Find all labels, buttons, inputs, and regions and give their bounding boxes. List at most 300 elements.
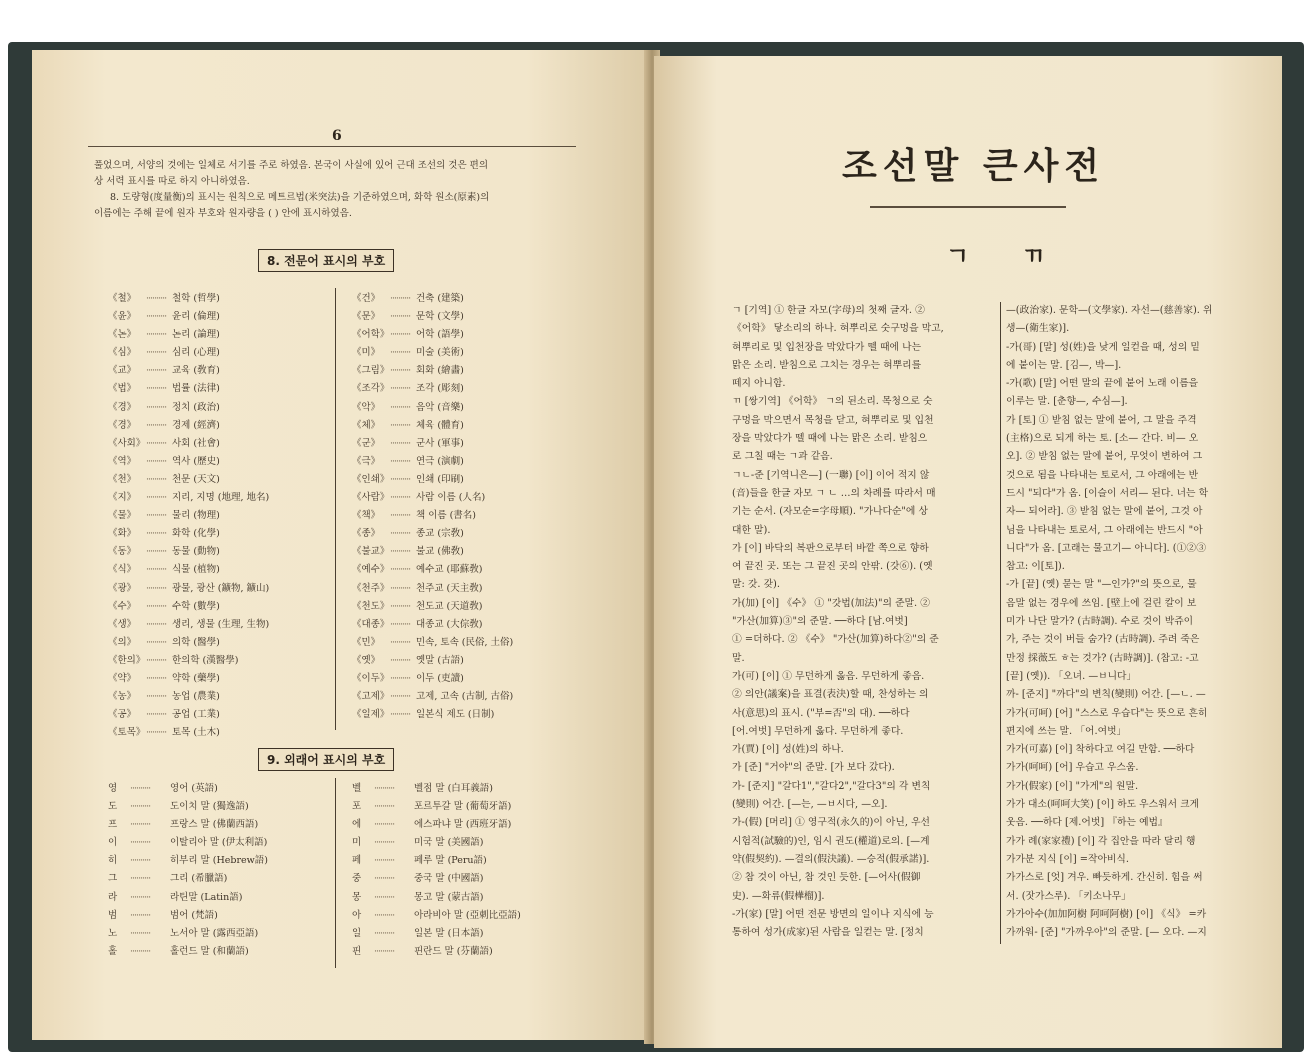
abbreviation-row [108, 816, 328, 834]
dot-leader: ·········· [390, 293, 411, 304]
abbreviation-row [352, 399, 582, 417]
abbreviation-row [352, 616, 582, 634]
abbreviation-row [352, 507, 582, 525]
dot-leader: ·········· [146, 618, 167, 630]
dictionary-line: 니다"가 옴. [고래는 물고기— 아니다]. (①②③ [1006, 542, 1206, 554]
dot-leader: ·········· [146, 727, 167, 739]
abbreviation-meaning: 고제, 고속 (古制, 古俗) [416, 691, 514, 703]
dot-leader: ·········· [130, 837, 151, 849]
dot-leader: ·········· [390, 510, 411, 522]
abbreviation-code: 히 [108, 855, 118, 867]
abbreviation-meaning: 약학 (藥學) [172, 672, 220, 684]
abbreviation-row [108, 471, 328, 489]
abbreviation-row [352, 326, 582, 344]
dictionary-line: 가 [이] 바닥의 복판으로부터 바깥 쪽으로 향하 [732, 542, 929, 554]
dot-leader: ·········· [390, 329, 411, 341]
abbreviation-code: 일 [352, 927, 362, 939]
dictionary-line: 가가(假家) [이] "가게"의 원말. [1006, 780, 1139, 792]
abbreviation-meaning: 논리 (論理) [172, 329, 220, 341]
dot-leader: ·········· [390, 672, 411, 684]
right-page [654, 56, 1282, 1048]
dictionary-line: 가(賈) [이] 성(姓)의 하나. [732, 744, 844, 756]
abbreviation-meaning: 철학 (哲學) [172, 293, 220, 304]
dictionary-line: 가(可) [이] ① 무던하게 옳음. 무던하게 좋음. [732, 670, 925, 682]
abbreviation-row [108, 580, 328, 598]
abbreviation-code: 노 [108, 927, 118, 939]
abbreviation-row [108, 380, 328, 398]
dot-leader: ·········· [390, 546, 411, 558]
abbreviation-meaning: 범어 (梵語) [170, 909, 218, 921]
abbreviation-code: 《극》 [352, 455, 381, 467]
abbreviation-row [108, 435, 328, 453]
dictionary-line: 떼지 아니함. [732, 378, 786, 390]
dictionary-line: 가가분 지식 [이] =작아비식. [1006, 853, 1129, 865]
abbreviation-code: 《체》 [352, 419, 381, 431]
dot-leader: ·········· [374, 837, 395, 849]
abbreviation-row [352, 907, 582, 925]
dictionary-line: "가산(加算)③"의 준말. ──하다 [남.여벗] [732, 616, 908, 628]
abbreviation-row [108, 598, 328, 616]
abbreviation-meaning: 생리, 생물 (生理, 生物) [172, 618, 270, 630]
dot-leader: ·········· [146, 546, 167, 558]
abbreviation-code: 《천주》 [352, 582, 390, 594]
abbreviation-row [108, 344, 328, 362]
dot-leader: ·········· [390, 564, 411, 576]
dictionary-line: 史). —화류(假樺榴)]. [732, 890, 825, 902]
column-divider [1000, 302, 1001, 944]
dictionary-line: 가까워- [준] "가까우아"의 준말. [— 오다. —지 [1006, 927, 1207, 939]
abbreviation-code: 《농》 [108, 691, 137, 703]
abbreviation-row [352, 290, 582, 308]
abbreviation-row [352, 925, 582, 943]
dot-leader: ·········· [374, 873, 395, 885]
abbreviation-code: 《미》 [352, 347, 381, 359]
abbreviation-meaning: 도이치 말 (獨逸語) [170, 801, 249, 813]
dot-leader: ·········· [146, 492, 167, 504]
abbreviation-code: 《악》 [352, 401, 381, 413]
dictionary-line: 님을 나타내는 토로서, 그 아래에는 반드시 "아 [1006, 524, 1203, 536]
abbreviation-meaning: 불교 (佛敎) [416, 546, 464, 558]
abbreviation-meaning: 사회 (社會) [172, 437, 220, 449]
abbreviation-meaning: 정치 (政治) [172, 401, 220, 413]
abbreviation-code: 《화》 [108, 528, 137, 540]
abbreviation-code: 《한의》 [108, 654, 146, 666]
abbreviation-code: 《심》 [108, 347, 137, 359]
abbreviation-row [352, 362, 582, 380]
dictionary-line: 가가 대소(呵呵大笑) [이] 하도 우스워서 크게 [1006, 799, 1200, 811]
abbreviation-meaning: 군사 (軍事) [416, 437, 464, 449]
dot-leader: ·········· [146, 293, 167, 304]
abbreviation-row [108, 290, 328, 308]
abbreviation-row [108, 326, 328, 344]
dictionary-line: 기는 순서. (자모순=字母順). "가나다순"에 상 [732, 506, 928, 518]
abbreviation-code: 《어학》 [352, 329, 390, 341]
abbreviation-code: 《생》 [108, 618, 137, 630]
section-9-left-list [108, 780, 328, 961]
dot-leader: ·········· [130, 909, 151, 921]
abbreviation-code: 중 [352, 873, 362, 885]
dictionary-line: 미가 나단 말가? (古時調). 수로 것이 박쥬이 [1006, 616, 1194, 628]
abbreviation-row [352, 706, 582, 724]
dictionary-line: ㄱㄴ-준 [기역니은—] (一聯) [이] 이어 적지 않 [732, 469, 930, 481]
abbreviation-meaning: 포르투갈 말 (葡萄牙語) [414, 801, 512, 813]
page-number: 6 [332, 128, 342, 144]
abbreviation-row [108, 399, 328, 417]
abbreviation-row [108, 489, 328, 507]
abbreviation-meaning: 종교 (宗敎) [416, 528, 464, 540]
abbreviation-code: 《약》 [108, 672, 137, 684]
abbreviation-row [352, 688, 582, 706]
abbreviation-meaning: 물리 (物理) [172, 510, 220, 522]
abbreviation-meaning: 인쇄 (印刷) [416, 473, 464, 485]
dot-leader: ·········· [146, 419, 167, 431]
abbreviation-row [108, 852, 328, 870]
abbreviation-code: 《천》 [108, 473, 137, 485]
dot-leader: ·········· [390, 618, 411, 630]
dot-leader: ·········· [146, 437, 167, 449]
abbreviation-meaning: 홀런드 말 (和蘭語) [170, 945, 249, 957]
dictionary-line: [끝] (옛)). 「오녀. —ㅂ니다」 [1006, 670, 1137, 682]
dictionary-title: 조선말 큰사전 [842, 146, 1106, 187]
abbreviation-meaning: 천주교 (天主敎) [416, 582, 483, 594]
dot-leader: ·········· [374, 855, 395, 867]
abbreviation-row [108, 652, 328, 670]
dot-leader: ·········· [390, 401, 411, 413]
dot-leader: ·········· [146, 709, 167, 721]
abbreviation-row [352, 889, 582, 907]
abbreviation-row [108, 543, 328, 561]
dictionary-line: 생—(衛生家)]. [1006, 323, 1070, 335]
abbreviation-meaning: 광물, 광산 (鑛物, 鑛山) [172, 582, 270, 594]
abbreviation-code: 《경》 [108, 419, 137, 431]
abbreviation-meaning: 이탈리아 말 (伊太利語) [170, 837, 268, 849]
abbreviation-code: 《광》 [108, 582, 137, 594]
section-9-title: 9. 외래어 표시의 부호 [258, 748, 394, 771]
open-book [4, 42, 1306, 1052]
abbreviation-meaning: 프랑스 말 (佛蘭西語) [170, 819, 259, 831]
abbreviation-row [108, 507, 328, 525]
abbreviation-code: 《물》 [108, 510, 137, 522]
dictionary-line: ① =더하다. ② 《수》 "가산(加算)하다②"의 준 [732, 634, 939, 646]
abbreviation-meaning: 음악 (音樂) [416, 401, 464, 413]
section-8-title: 8. 전문어 표시의 부호 [258, 249, 394, 272]
abbreviation-code: 그 [108, 873, 118, 885]
dictionary-line: 가가(呵呵) [어] 우습고 우스움. [1006, 762, 1139, 774]
abbreviation-row [352, 471, 582, 489]
abbreviation-row [108, 798, 328, 816]
dot-leader: ·········· [130, 891, 151, 903]
abbreviation-row [108, 670, 328, 688]
abbreviation-row [352, 543, 582, 561]
abbreviation-row [108, 706, 328, 724]
dictionary-line: -가(哥) [말] 성(姓)을 낮게 일컫을 때, 성의 밑 [1006, 341, 1200, 353]
dictionary-line: 이루는 말. [춘향—, 수심—]. [1006, 396, 1128, 408]
abbreviation-meaning: 예수교 (耶蘇敎) [416, 564, 483, 576]
abbreviation-code: 에 [352, 819, 362, 831]
abbreviation-row [108, 925, 328, 943]
abbreviation-row [108, 525, 328, 543]
abbreviation-code: 《동》 [108, 546, 137, 558]
dictionary-line: 것으로 됨을 나타내는 토로서, 그 아래에는 반 [1006, 469, 1199, 481]
dictionary-line: 가-(假) [머리] ① 영구적(永久的)이 아닌, 우선 [732, 817, 931, 829]
abbreviation-code: 《공》 [108, 709, 137, 721]
dictionary-line: 시험적(試驗的)인, 임시 권도(權道)로의. [—계 [732, 835, 930, 847]
abbreviation-meaning: 지리, 지명 (地理, 地名) [172, 492, 270, 504]
abbreviation-row [108, 308, 328, 326]
dot-leader: ·········· [146, 329, 167, 341]
dot-leader: ·········· [390, 691, 411, 703]
dot-leader: ·········· [390, 709, 411, 721]
dictionary-line: 자— 되어라]. ③ 받침 없는 말에 붙어, 그것 아 [1006, 506, 1203, 518]
dictionary-line: 《어학》 닿소리의 하나. 혀뿌리로 숫구멍을 막고, [732, 323, 944, 335]
abbreviation-meaning: 역사 (歷史) [172, 455, 220, 467]
abbreviation-code: 《불교》 [352, 546, 390, 558]
dictionary-line: 통하여 성가(成家)된 사람을 일컫는 말. [정치 [732, 927, 924, 939]
abbreviation-meaning: 아라비아 말 (亞刺比亞語) [414, 909, 521, 921]
dot-leader: ·········· [146, 473, 167, 485]
abbreviation-code: 포 [352, 801, 362, 813]
abbreviation-meaning: 연극 (演劇) [416, 455, 464, 467]
dictionary-line: 오]. ② 받침 없는 말에 붙어, 무엇이 변하여 그 [1006, 451, 1203, 463]
abbreviation-row [352, 652, 582, 670]
abbreviation-row [352, 417, 582, 435]
dictionary-line: 편지에 쓰는 말. 「어.여벗」 [1006, 725, 1127, 737]
dictionary-line: 여 끝진 곳. 또는 그 끝진 곳의 안팎. (갓⑥). (옛 [732, 561, 933, 573]
abbreviation-row [108, 616, 328, 634]
abbreviation-row [352, 580, 582, 598]
dictionary-line: 말. [732, 652, 745, 664]
dot-leader: ·········· [130, 873, 151, 885]
abbreviation-code: 몽 [352, 891, 362, 903]
dot-leader: ·········· [390, 636, 411, 648]
abbreviation-meaning: 책 이름 (書名) [416, 510, 476, 522]
abbreviation-code: 영 [108, 783, 118, 794]
abbreviation-row [352, 561, 582, 579]
abbreviation-code: 《옛》 [352, 654, 381, 666]
dictionary-line: 가(加) [이] 《수》 ① "갓법(加法)"의 준말. ② [732, 597, 931, 609]
dictionary-line: 까- [준지] "까다"의 변칙(變則) 어간. [—ㄴ. — [1006, 689, 1206, 701]
abbreviation-meaning: 라틴말 (Latin語) [170, 891, 243, 903]
abbreviation-row [108, 362, 328, 380]
dot-leader: ·········· [390, 582, 411, 594]
abbreviation-meaning: 벨점 말 (白耳義語) [414, 783, 493, 794]
dictionary-line: 로 그칠 때는 ㄱ과 같음. [732, 451, 833, 463]
dot-leader: ·········· [146, 510, 167, 522]
abbreviation-code: 《그림》 [352, 365, 390, 377]
dictionary-line: ㄲ [쌍기역] 《어학》 ㄱ의 된소리. 목청으로 숫 [732, 396, 933, 408]
abbreviation-code: 《논》 [108, 329, 137, 341]
dictionary-line: [어.여벗] 무던하게 옳다. 무던하게 좋다. [732, 725, 904, 737]
column-divider [335, 288, 336, 730]
dot-leader: ·········· [146, 383, 167, 395]
abbreviation-meaning: 페루 말 (Peru語) [414, 855, 487, 867]
abbreviation-meaning: 의학 (醫學) [172, 636, 220, 648]
abbreviation-row [108, 834, 328, 852]
dot-leader: ·········· [146, 528, 167, 540]
dot-leader: ·········· [390, 347, 411, 359]
dot-leader: ·········· [130, 945, 151, 957]
dictionary-line: 가, 주는 것이 버들 숨가? (古時調). 주려 죽은 [1006, 634, 1200, 646]
intro-line: 이름에는 주해 끝에 원자 부호와 원자량을 ( ) 안에 표시하였음. [94, 208, 352, 219]
abbreviation-code: 《문》 [352, 311, 381, 323]
dictionary-line: 가 [준] "거야"의 준말. [가 보다 갔다). [732, 762, 895, 774]
abbreviation-code: 《종》 [352, 528, 381, 540]
dot-leader: ·········· [390, 654, 411, 666]
dot-leader: ·········· [390, 419, 411, 431]
abbreviation-code: 《철》 [108, 293, 137, 304]
dictionary-line: 가- [준지] "갈다1","갈다2","갈다3"의 각 변칙 [732, 780, 931, 792]
dot-leader: ·········· [374, 801, 395, 813]
dictionary-line: (音)들을 한글 자모 ㄱ ㄴ …의 차례를 따라서 매 [732, 487, 936, 499]
dictionary-line: 드시 "되다"가 옴. [이슬이 서리— 된다. 너는 학 [1006, 487, 1209, 499]
abbreviation-code: 범 [108, 909, 118, 921]
abbreviation-row [352, 453, 582, 471]
abbreviation-code: 《교》 [108, 365, 137, 377]
abbreviation-code: 홀 [108, 945, 118, 957]
entries-column-1 [732, 302, 994, 942]
abbreviation-code: 《지》 [108, 492, 137, 504]
dictionary-line: -가 [끝] (옛) 묻는 말 "—인가?"의 뜻으로, 물 [1006, 579, 1197, 591]
abbreviation-meaning: 일본 말 (日本語) [414, 927, 484, 939]
abbreviation-code: 《법》 [108, 383, 137, 395]
dot-leader: ·········· [146, 564, 167, 576]
abbreviation-row [108, 634, 328, 652]
dictionary-line: ② 의안(議案)을 표결(表決)할 때, 찬성하는 의 [732, 689, 929, 701]
section-9-right-list [352, 780, 582, 961]
dictionary-line: 웃음. ──하다 [제.어벗] 『하는 예법』 [1006, 817, 1168, 829]
abbreviation-row [352, 798, 582, 816]
dictionary-line: 가가아수(加加阿樹 阿呵阿樹) [이] 《식》 =카 [1006, 908, 1207, 920]
abbreviation-code: 《사회》 [108, 437, 146, 449]
dot-leader: ·········· [146, 347, 167, 359]
dictionary-line: 대한 말). [732, 524, 771, 536]
intro-line: 풀었으며, 서양의 것에는 일체로 서기를 주로 하였음. 본국이 사실에 있어 근대 조선의 것은 편의 [94, 160, 489, 171]
dot-leader: ·········· [390, 528, 411, 540]
dot-leader: ·········· [390, 365, 411, 377]
abbreviation-code: 도 [108, 801, 118, 813]
abbreviation-meaning: 토목 (土木) [172, 727, 220, 739]
abbreviation-meaning: 천문 (天文) [172, 473, 220, 485]
dot-leader: ·········· [146, 600, 167, 612]
abbreviation-row [352, 834, 582, 852]
abbreviation-row [352, 780, 582, 798]
abbreviation-meaning: 윤리 (倫理) [172, 311, 220, 323]
dot-leader: ·········· [146, 636, 167, 648]
abbreviation-code: 《사람》 [352, 492, 390, 504]
abbreviation-code: 프 [108, 819, 118, 831]
abbreviation-meaning: 그리 (希臘語) [170, 873, 228, 885]
abbreviation-row [108, 417, 328, 435]
abbreviation-row [108, 724, 328, 742]
abbreviation-code: 《천도》 [352, 600, 390, 612]
dot-leader: ·········· [374, 945, 395, 957]
dictionary-line: 장을 막았다가 뗄 때에 나는 맑은 소리. 받침으 [732, 433, 928, 445]
dot-leader: ·········· [374, 909, 395, 921]
abbreviation-code: 이 [108, 837, 118, 849]
intro-line: 상 서력 표시를 따로 하지 아니하였음. [94, 176, 250, 187]
abbreviation-row [352, 525, 582, 543]
abbreviation-meaning: 어학 (語學) [416, 329, 464, 341]
abbreviation-code: 《토목》 [108, 727, 146, 739]
abbreviation-code: 벨 [352, 783, 362, 794]
abbreviation-meaning: 중국 말 (中國語) [414, 873, 484, 885]
dictionary-line: 만정 採薇도 ㅎ는 것가? (古時調)]. (참고: -고 [1006, 652, 1199, 664]
dictionary-line: -가(家) [말] 어떤 전문 방면의 일이나 지식에 능 [732, 908, 934, 920]
dictionary-line: 혀뿌리로 및 입천장을 막았다가 뗄 때에 나는 [732, 341, 922, 353]
abbreviation-code: 《조각》 [352, 383, 390, 395]
abbreviation-meaning: 회화 (繪畵) [416, 365, 464, 377]
dictionary-line: 사(意思)의 표시. ("부=否"의 대). ──하다 [732, 707, 910, 719]
left-page [32, 50, 650, 1040]
dictionary-line: 약(假契約). —결의(假決議). —승적(假承諾)]. [732, 853, 930, 865]
abbreviation-meaning: 이두 (吏讀) [416, 672, 464, 684]
dot-leader: ·········· [130, 783, 151, 794]
abbreviation-meaning: 경제 (經濟) [172, 419, 220, 431]
abbreviation-code: 《수》 [108, 600, 137, 612]
abbreviation-meaning: 한의학 (漢醫學) [172, 654, 239, 666]
abbreviation-meaning: 공업 (工業) [172, 709, 220, 721]
dictionary-line: 참고: 이[토]). [1006, 561, 1065, 573]
abbreviation-meaning: 미국 말 (美國語) [414, 837, 484, 849]
dot-leader: ·········· [390, 600, 411, 612]
abbreviation-code: 《대종》 [352, 618, 390, 630]
dot-leader: ·········· [146, 455, 167, 467]
dictionary-line: 말: 갓. 갖). [732, 579, 780, 591]
abbreviation-meaning: 히부리 말 (Hebrew語) [170, 855, 268, 867]
abbreviation-code: 《식》 [108, 564, 137, 576]
abbreviation-row [108, 889, 328, 907]
title-rule [870, 206, 1066, 208]
abbreviation-code: 페 [352, 855, 362, 867]
abbreviation-meaning: 에스파냐 말 (西班牙語) [414, 819, 512, 831]
abbreviation-row [108, 907, 328, 925]
abbreviation-row [108, 870, 328, 888]
abbreviation-meaning: 영어 (英語) [170, 783, 218, 794]
dot-leader: ·········· [146, 654, 167, 666]
abbreviation-meaning: 대종교 (大倧敎) [416, 618, 483, 630]
abbreviation-meaning: 식물 (植物) [172, 564, 220, 576]
abbreviation-meaning: 수학 (數學) [172, 600, 220, 612]
abbreviation-meaning: 일본식 제도 (日制) [416, 709, 495, 721]
dot-leader: ·········· [390, 383, 411, 395]
abbreviation-row [352, 870, 582, 888]
abbreviation-row [352, 435, 582, 453]
abbreviation-row [352, 344, 582, 362]
dictionary-line: 에 붙이는 말. [김—, 박—]. [1006, 359, 1122, 371]
abbreviation-code: 《건》 [352, 293, 381, 304]
abbreviation-row [108, 453, 328, 471]
abbreviation-row [352, 852, 582, 870]
dot-leader: ·········· [146, 691, 167, 703]
column-divider [335, 778, 336, 968]
abbreviation-code: 《군》 [352, 437, 381, 449]
abbreviation-code: 《이두》 [352, 672, 390, 684]
abbreviation-code: 핀 [352, 945, 362, 957]
dot-leader: ·········· [390, 437, 411, 449]
jamo-heading-giyeok: ㄱ [946, 242, 970, 270]
abbreviation-row [108, 561, 328, 579]
abbreviation-row [352, 816, 582, 834]
section-8-right-list [352, 290, 582, 724]
dictionary-line: 가 [토] ① 받침 없는 말에 붙어, 그 말을 주격 [1006, 414, 1197, 426]
dot-leader: ·········· [390, 311, 411, 323]
section-8-left-list [108, 290, 328, 742]
abbreviation-meaning: 조각 (彫刻) [416, 383, 464, 395]
dot-leader: ·········· [146, 401, 167, 413]
abbreviation-row [352, 943, 582, 961]
abbreviation-code: 미 [352, 837, 362, 849]
header-rule [88, 146, 576, 147]
